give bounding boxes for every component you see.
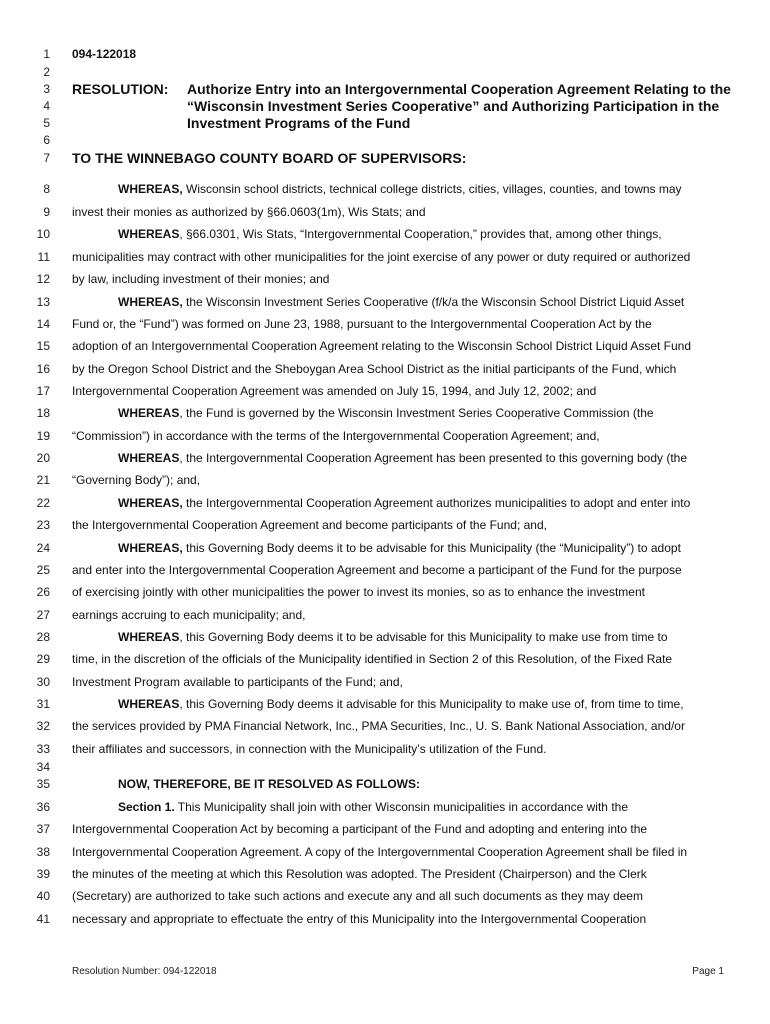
clause-lead: Section 1. xyxy=(118,800,175,814)
resolution-title-line-3: Investment Programs of the Fund xyxy=(187,115,411,131)
text-line xyxy=(72,821,647,837)
text-line xyxy=(118,294,684,310)
text-line xyxy=(118,540,681,556)
text-line xyxy=(72,472,200,488)
text-line xyxy=(72,584,645,600)
clause-text: by the Oregon School District and the Sheboygan Area School District as the initial participants of the Fund, which xyxy=(72,362,677,376)
clause-text: earnings accruing to each municipality; and, xyxy=(72,608,306,622)
footer-resolution-number: Resolution Number: 094-122018 xyxy=(72,966,217,977)
clause-text: “Governing Body”); and, xyxy=(72,473,201,487)
text-line xyxy=(72,607,305,623)
text-line xyxy=(72,517,547,533)
clause-text: by law, including investment of their monies; and xyxy=(72,272,330,286)
footer-page-number: Page 1 xyxy=(692,966,724,977)
line-number: 8 xyxy=(43,182,50,196)
addressee-heading: TO THE WINNEBAGO COUNTY BOARD OF SUPERVISORS: xyxy=(72,150,467,166)
line-number: 11 xyxy=(37,250,50,264)
text-line xyxy=(72,651,672,667)
text-line xyxy=(72,844,687,860)
text-line xyxy=(72,866,647,882)
line-number: 26 xyxy=(36,585,50,599)
line-number: 22 xyxy=(36,496,50,510)
text-line xyxy=(118,181,682,197)
line-number: 34 xyxy=(36,760,50,774)
clause-text: necessary and appropriate to effectuate the entry of this Municipality into the Intergovernmental Cooperation xyxy=(72,912,647,926)
line-number: 9 xyxy=(43,205,50,219)
clause-text: time, in the discretion of the officials of the Municipality identified in Section 2 of this Resolution, of the Fixed Rate xyxy=(72,652,673,666)
clause-lead: WHEREAS, xyxy=(118,541,183,555)
line-number: 4 xyxy=(43,99,50,113)
text-line xyxy=(118,450,687,466)
text-line xyxy=(72,741,546,757)
line-number: 15 xyxy=(36,339,50,353)
text-line xyxy=(72,562,682,578)
clause-lead: WHEREAS, xyxy=(118,295,183,309)
line-number: 29 xyxy=(36,652,50,666)
clause-lead: WHEREAS xyxy=(118,630,180,644)
clause-lead: WHEREAS xyxy=(118,451,180,465)
clause-text: Investment Program available to participants of the Fund; and, xyxy=(72,675,403,689)
line-number: 3 xyxy=(43,82,50,96)
line-number: 2 xyxy=(43,65,50,79)
line-number: 6 xyxy=(43,133,50,147)
clause-lead: WHEREAS xyxy=(118,227,180,241)
clause-text: Intergovernmental Cooperation Agreement was amended on July 15, 1994, and July 12, 2002; and xyxy=(72,384,597,398)
resolved-heading: NOW, THEREFORE, BE IT RESOLVED AS FOLLOWS: xyxy=(118,777,421,791)
clause-text: the minutes of the meeting at which this Resolution was adopted. The President (Chairperson) and the Clerk xyxy=(72,867,647,881)
line-number: 27 xyxy=(36,608,50,622)
line-number: 40 xyxy=(36,889,50,903)
clause-lead: WHEREAS xyxy=(118,697,180,711)
text-line xyxy=(72,888,643,904)
text-line xyxy=(118,226,662,242)
clause-text: , this Governing Body deems it advisable for this Municipality to make use of, from time to time, xyxy=(179,697,684,711)
line-number: 5 xyxy=(43,116,50,130)
line-number: 14 xyxy=(36,317,50,331)
clause-lead: WHEREAS xyxy=(118,406,180,420)
clause-text: Intergovernmental Cooperation Act by becoming a participant of the Fund and adopting and entering into the xyxy=(72,822,648,836)
text-line xyxy=(72,383,596,399)
line-number: 13 xyxy=(36,295,50,309)
line-number: 23 xyxy=(36,518,50,532)
clause-text: Wisconsin school districts, technical college districts, cities, villages, counties, and towns may xyxy=(182,182,682,196)
line-number: 20 xyxy=(36,451,50,465)
clause-text: adoption of an Intergovernmental Cooperation Agreement relating to the Wisconsin School District Liquid Asset Fund xyxy=(72,339,692,353)
line-number: 32 xyxy=(36,719,50,733)
line-number: 18 xyxy=(36,406,50,420)
line-number: 7 xyxy=(43,151,50,165)
line-number: 35 xyxy=(36,777,50,791)
text-line xyxy=(72,316,652,332)
clause-text: and enter into the Intergovernmental Cooperation Agreement and become a participant of the Fund for the purpose xyxy=(72,563,682,577)
line-number: 24 xyxy=(36,541,50,555)
text-line xyxy=(118,405,654,421)
text-line xyxy=(118,696,684,712)
line-number: 25 xyxy=(36,563,50,577)
line-number: 16 xyxy=(36,362,50,376)
clause-text: their affiliates and successors, in connection with the Municipality’s utilization of the Fund. xyxy=(72,742,547,756)
resolution-title-line-2: “Wisconsin Investment Series Cooperative” and Authorizing Participation in the xyxy=(187,98,720,114)
text-line xyxy=(72,674,403,690)
text-line xyxy=(72,249,690,265)
clause-text: the Intergovernmental Cooperation Agreement authorizes municipalities to adopt and enter into xyxy=(182,496,691,510)
clause-lead: WHEREAS, xyxy=(118,496,183,510)
line-number: 28 xyxy=(36,630,50,644)
text-line xyxy=(118,799,628,815)
line-number: 39 xyxy=(36,867,50,881)
clause-text: the Intergovernmental Cooperation Agreement and become participants of the Fund; and, xyxy=(72,518,547,532)
resolution-label: RESOLUTION: xyxy=(72,81,169,97)
clause-text: the services provided by PMA Financial Network, Inc., PMA Securities, Inc., U. S. Bank National Association, and/or xyxy=(72,719,685,733)
line-number: 12 xyxy=(36,272,50,286)
line-number: 17 xyxy=(36,384,50,398)
text-line xyxy=(72,718,685,734)
text-line xyxy=(72,911,646,927)
clause-text: , the Fund is governed by the Wisconsin Investment Series Cooperative Commission (the xyxy=(179,406,654,420)
clause-text: , §66.0301, Wis Stats, “Intergovernmental Cooperation,” provides that, among other things, xyxy=(179,227,662,241)
line-number: 31 xyxy=(36,697,50,711)
clause-text: Intergovernmental Cooperation Agreement. A copy of the Intergovernmental Cooperation Agreement shall be filed in xyxy=(72,845,688,859)
line-number: 10 xyxy=(36,227,50,241)
text-line xyxy=(72,361,676,377)
clause-text: Fund or, the “Fund”) was formed on June 23, 1988, pursuant to the Intergovernmental Cooperation Act by the xyxy=(72,317,652,331)
line-number: 30 xyxy=(36,675,50,689)
clause-text: municipalities may contract with other municipalities for the joint exercise of any power or duty required or authorized xyxy=(72,250,691,264)
resolution-title-line-1: Authorize Entry into an Intergovernmental Cooperation Agreement Relating to the xyxy=(187,81,731,97)
clause-text: of exercising jointly with other municipalities the power to invest its monies, so as to enhance the investment xyxy=(72,585,645,599)
clause-text: , this Governing Body deems it to be advisable for this Municipality to make use from time to xyxy=(179,630,668,644)
clause-text: , the Intergovernmental Cooperation Agreement has been presented to this governing body (the xyxy=(179,451,688,465)
clause-text: “Commission”) in accordance with the terms of the Intergovernmental Cooperation Agreement; and, xyxy=(72,429,600,443)
text-line xyxy=(118,629,668,645)
clause-text: (Secretary) are authorized to take such actions and execute any and all such documents as they may deem xyxy=(72,889,643,903)
clause-text: the Wisconsin Investment Series Cooperative (f/k/a the Wisconsin School District Liquid Asset xyxy=(182,295,685,309)
line-number: 37 xyxy=(36,822,50,836)
clause-text: this Governing Body deems it to be advisable for this Municipality (the “Municipality”) to adopt xyxy=(182,541,681,555)
line-number: 36 xyxy=(36,800,50,814)
clause-text: This Municipality shall join with other Wisconsin municipalities in accordance with the xyxy=(174,800,628,814)
line-number: 33 xyxy=(36,742,50,756)
document-number: 094-122018 xyxy=(72,47,137,61)
line-number: 38 xyxy=(36,845,50,859)
text-line xyxy=(118,495,690,511)
clause-text: invest their monies as authorized by §66.0603(1m), Wis Stats; and xyxy=(72,205,426,219)
text-line xyxy=(72,204,426,220)
clause-lead: WHEREAS, xyxy=(118,182,183,196)
text-line xyxy=(72,338,691,354)
line-number: 21 xyxy=(36,473,50,487)
text-line xyxy=(72,428,600,444)
line-number: 1 xyxy=(43,47,50,61)
line-number: 41 xyxy=(36,912,50,926)
line-number: 19 xyxy=(36,429,50,443)
text-line xyxy=(72,271,329,287)
